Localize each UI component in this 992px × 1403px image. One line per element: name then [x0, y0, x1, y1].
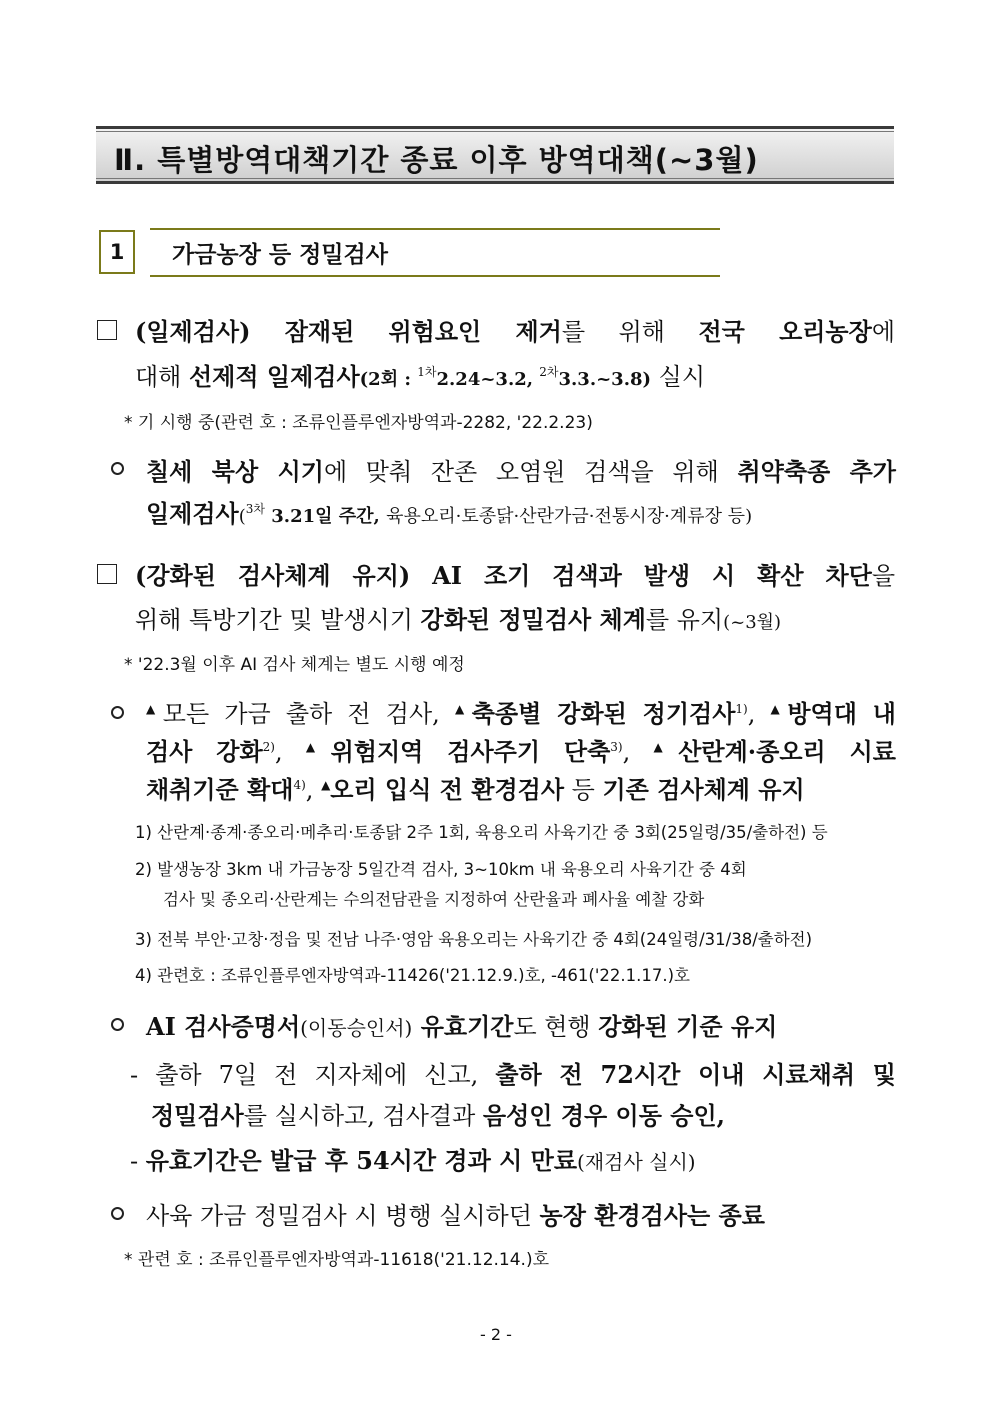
b2-o1-line1: ▲모든 가금 출하 전 검사, ▲축종별 강화된 정기검사$^{1)}$, ▲방역대 내 — [146, 699, 896, 728]
b1-o1-line2: 일제검사($^{3차}$ 3.21일 주간, 육용오리·토종닭·산란가금·전통시장·계류장 등) — [146, 499, 753, 528]
b2-o2-dash1-cont: 정밀검사를 실시하고, 검사결과 음성인 경우 이동 승인, — [151, 1101, 725, 1130]
section-title: 가금농장 등 정밀검사 — [172, 242, 388, 268]
triangle-icon: ▲ — [770, 702, 788, 716]
b2-o3-line: 사육 가금 정밀검사 시 병행 실시하던 농장 환경검사는 종료 — [146, 1201, 765, 1230]
footnote-1: 1) 산란계·종계·종오리·메추리·토종닭 2주 1회, 육용오리 사육기간 중 3회(25일령/35/출하전) 등 — [135, 823, 828, 842]
b1-line1: (일제검사) 잠재된 위험요인 제거를 위해 전국 오리농장에 — [135, 317, 895, 346]
b2-o2-dash1: - 출하 7일 전 지자체에 신고, 출하 전 72시간 이내 시료채취 및 — [130, 1060, 896, 1089]
square-bullet-icon — [97, 564, 117, 584]
square-bullet-icon — [97, 320, 117, 340]
b1-note: * 기 시행 중(관련 호 : 조류인플루엔자방역과-2282, '22.2.23) — [124, 413, 593, 433]
b1-line2: 대해 선제적 일제검사(2회 : $^{1차}$2.24~3.2, $^{2차}$3.3.~3.8) 실시 — [135, 362, 706, 391]
title-banner — [96, 126, 894, 184]
b2-line2: 위해 특방기간 및 발생시기 강화된 정밀검사 체계를 유지(~3월) — [135, 605, 782, 634]
circle-bullet-icon — [111, 462, 124, 475]
page-title: Ⅱ. 특별방역대책기간 종료 이후 방역대책(~3월) — [114, 143, 759, 177]
footnote-3: 3) 전북 부안·고창·정읍 및 전남 나주·영암 육용오리는 사육기간 중 4회(24일령/31/38/출하전) — [135, 930, 813, 949]
footnote-2: 2) 발생농장 3km 내 가금농장 5일간격 검사, 3~10km 내 육용오리 사육기간 중 4회 — [135, 860, 747, 879]
b2-o2-line1: AI 검사증명서(이동승인서) 유효기간도 현행 강화된 기준 유지 — [146, 1012, 778, 1041]
b2-o1-line2: 검사 강화$^{2)}$, ▲위험지역 검사주기 단축$^{3)}$, ▲산란계·종오리 시료 — [146, 737, 896, 766]
b2-o1-line3: 채취기준 확대$^{4)}$, ▲오리 입식 전 환경검사 등 기존 검사체계 유지 — [146, 775, 805, 804]
b2-o2-dash2: - 유효기간은 발급 후 54시간 경과 시 만료(재검사 실시) — [130, 1146, 696, 1175]
b2-line1: (강화된 검사체계 유지) AI 조기 검색과 발생 시 확산 차단을 — [135, 561, 895, 590]
triangle-icon: ▲ — [146, 702, 163, 716]
footnote-2-cont: 검사 및 종오리·산란계는 수의전담관을 지정하여 산란율과 폐사율 예찰 강화 — [163, 890, 705, 909]
b2-note: * '22.3월 이후 AI 검사 체계는 별도 시행 예정 — [124, 655, 465, 675]
triangle-icon: ▲ — [454, 702, 472, 716]
page-number: - 2 - — [480, 1325, 512, 1344]
circle-bullet-icon — [111, 706, 124, 719]
circle-bullet-icon — [111, 1018, 124, 1031]
circle-bullet-icon — [111, 1207, 124, 1220]
section-number: 1 — [99, 230, 135, 274]
footnote-4: 4) 관련호 : 조류인플루엔자방역과-11426('21.12.9.)호, -461('22.1.17.)호 — [135, 966, 690, 985]
triangle-icon: ▲ — [321, 778, 331, 792]
triangle-icon: ▲ — [653, 740, 679, 754]
triangle-icon: ▲ — [305, 740, 331, 754]
b2-note2: * 관련 호 : 조류인플루엔자방역과-11618('21.12.14.)호 — [124, 1250, 550, 1270]
b1-o1-line1: 칠세 북상 시기에 맞춰 잔존 오염원 검색을 위해 취약축종 추가 — [146, 457, 896, 486]
